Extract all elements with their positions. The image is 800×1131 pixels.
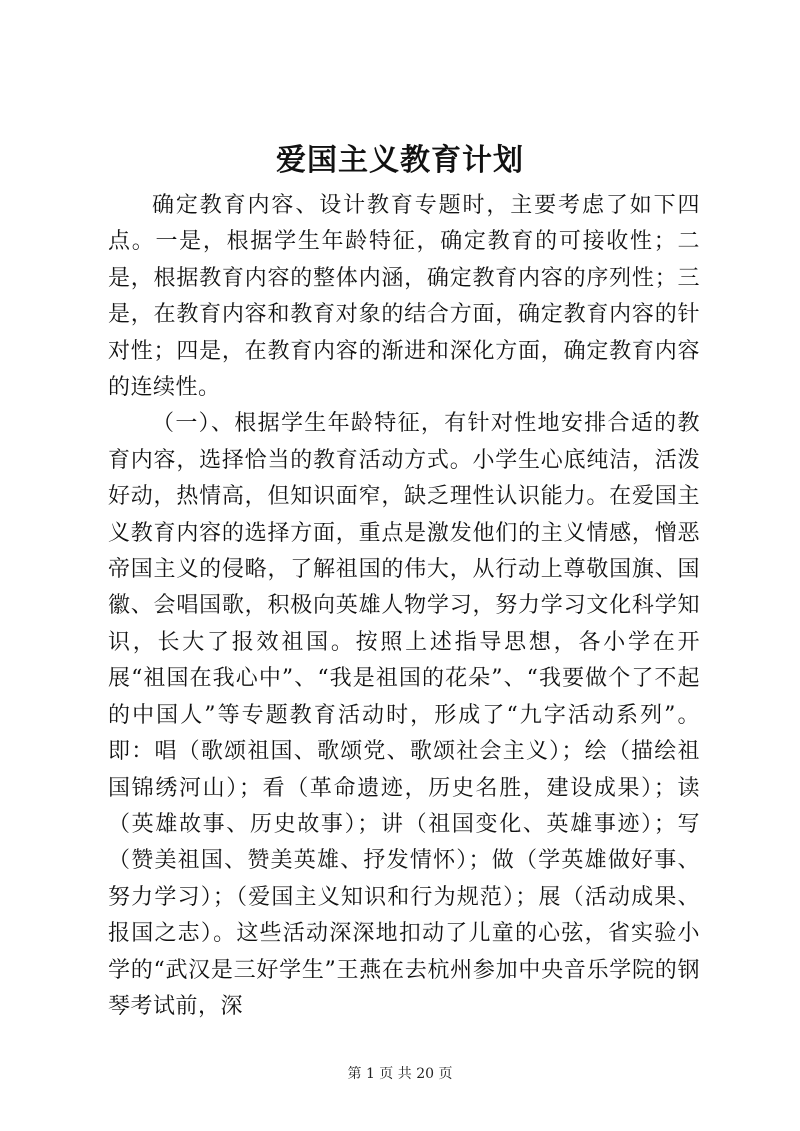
document-body bbox=[108, 188, 700, 1025]
page-footer: 第 1 页 共 20 页 bbox=[347, 1066, 453, 1082]
body-paragraph-1: 确定教育内容、设计教育专题时，主要考虑了如下四点。一是，根据学生年龄特征，确定教育的可接收性；二是，根据教育内容的整体内涵，确定教育内容的序列性；三是，在教育内容和教育对象的结合方面，确定教育内容的针对性；四是，在教育内容的渐进和深化方面，确定教育内容的连续性。 bbox=[108, 193, 700, 401]
body-paragraph-2: （一）、根据学生年龄特征，有针对性地安排合适的教育内容，选择恰当的教育活动方式。小学生心底纯洁，活泼好动，热情高，但知识面窄，缺乏理性认识能力。在爱国主义教育内容的选择方面，重点是激发他们的主义情感，憎恶帝国主义的侵略，了解祖国的伟大，从行动上尊敬国旗、国徽、会唱国歌，积极向英雄人物学习，努力学习文化科学知识，长大了报效祖国。按照上述指导思想，各小学在开展“祖国在我心中”、“我是祖国的花朵”、“我要做个了不起的中国人”等专题教育活动时，形成了“九字活动系列”。即：唱（歌颂祖国、歌颂党、歌颂社会主义）；绘（描绘祖国锦绣河山）；看（革命遗迹，历史名胜，建设成果）；读（英雄故事、历史故事）；讲（祖国变化、英雄事迹）；写（赞美祖国、赞美英雄、抒发情怀）；做（学英雄做好事、努力学习）；（爱国主义知识和行为规范）；展（活动成果、报国之志）。这些活动深深地扣动了儿童的心弦，省实验小学的“武汉是三好学生”王燕在去杭州参加中央音乐学院的钢琴考试前，深 bbox=[108, 411, 700, 1019]
document-title: 爱国主义教育计划 bbox=[276, 143, 524, 178]
